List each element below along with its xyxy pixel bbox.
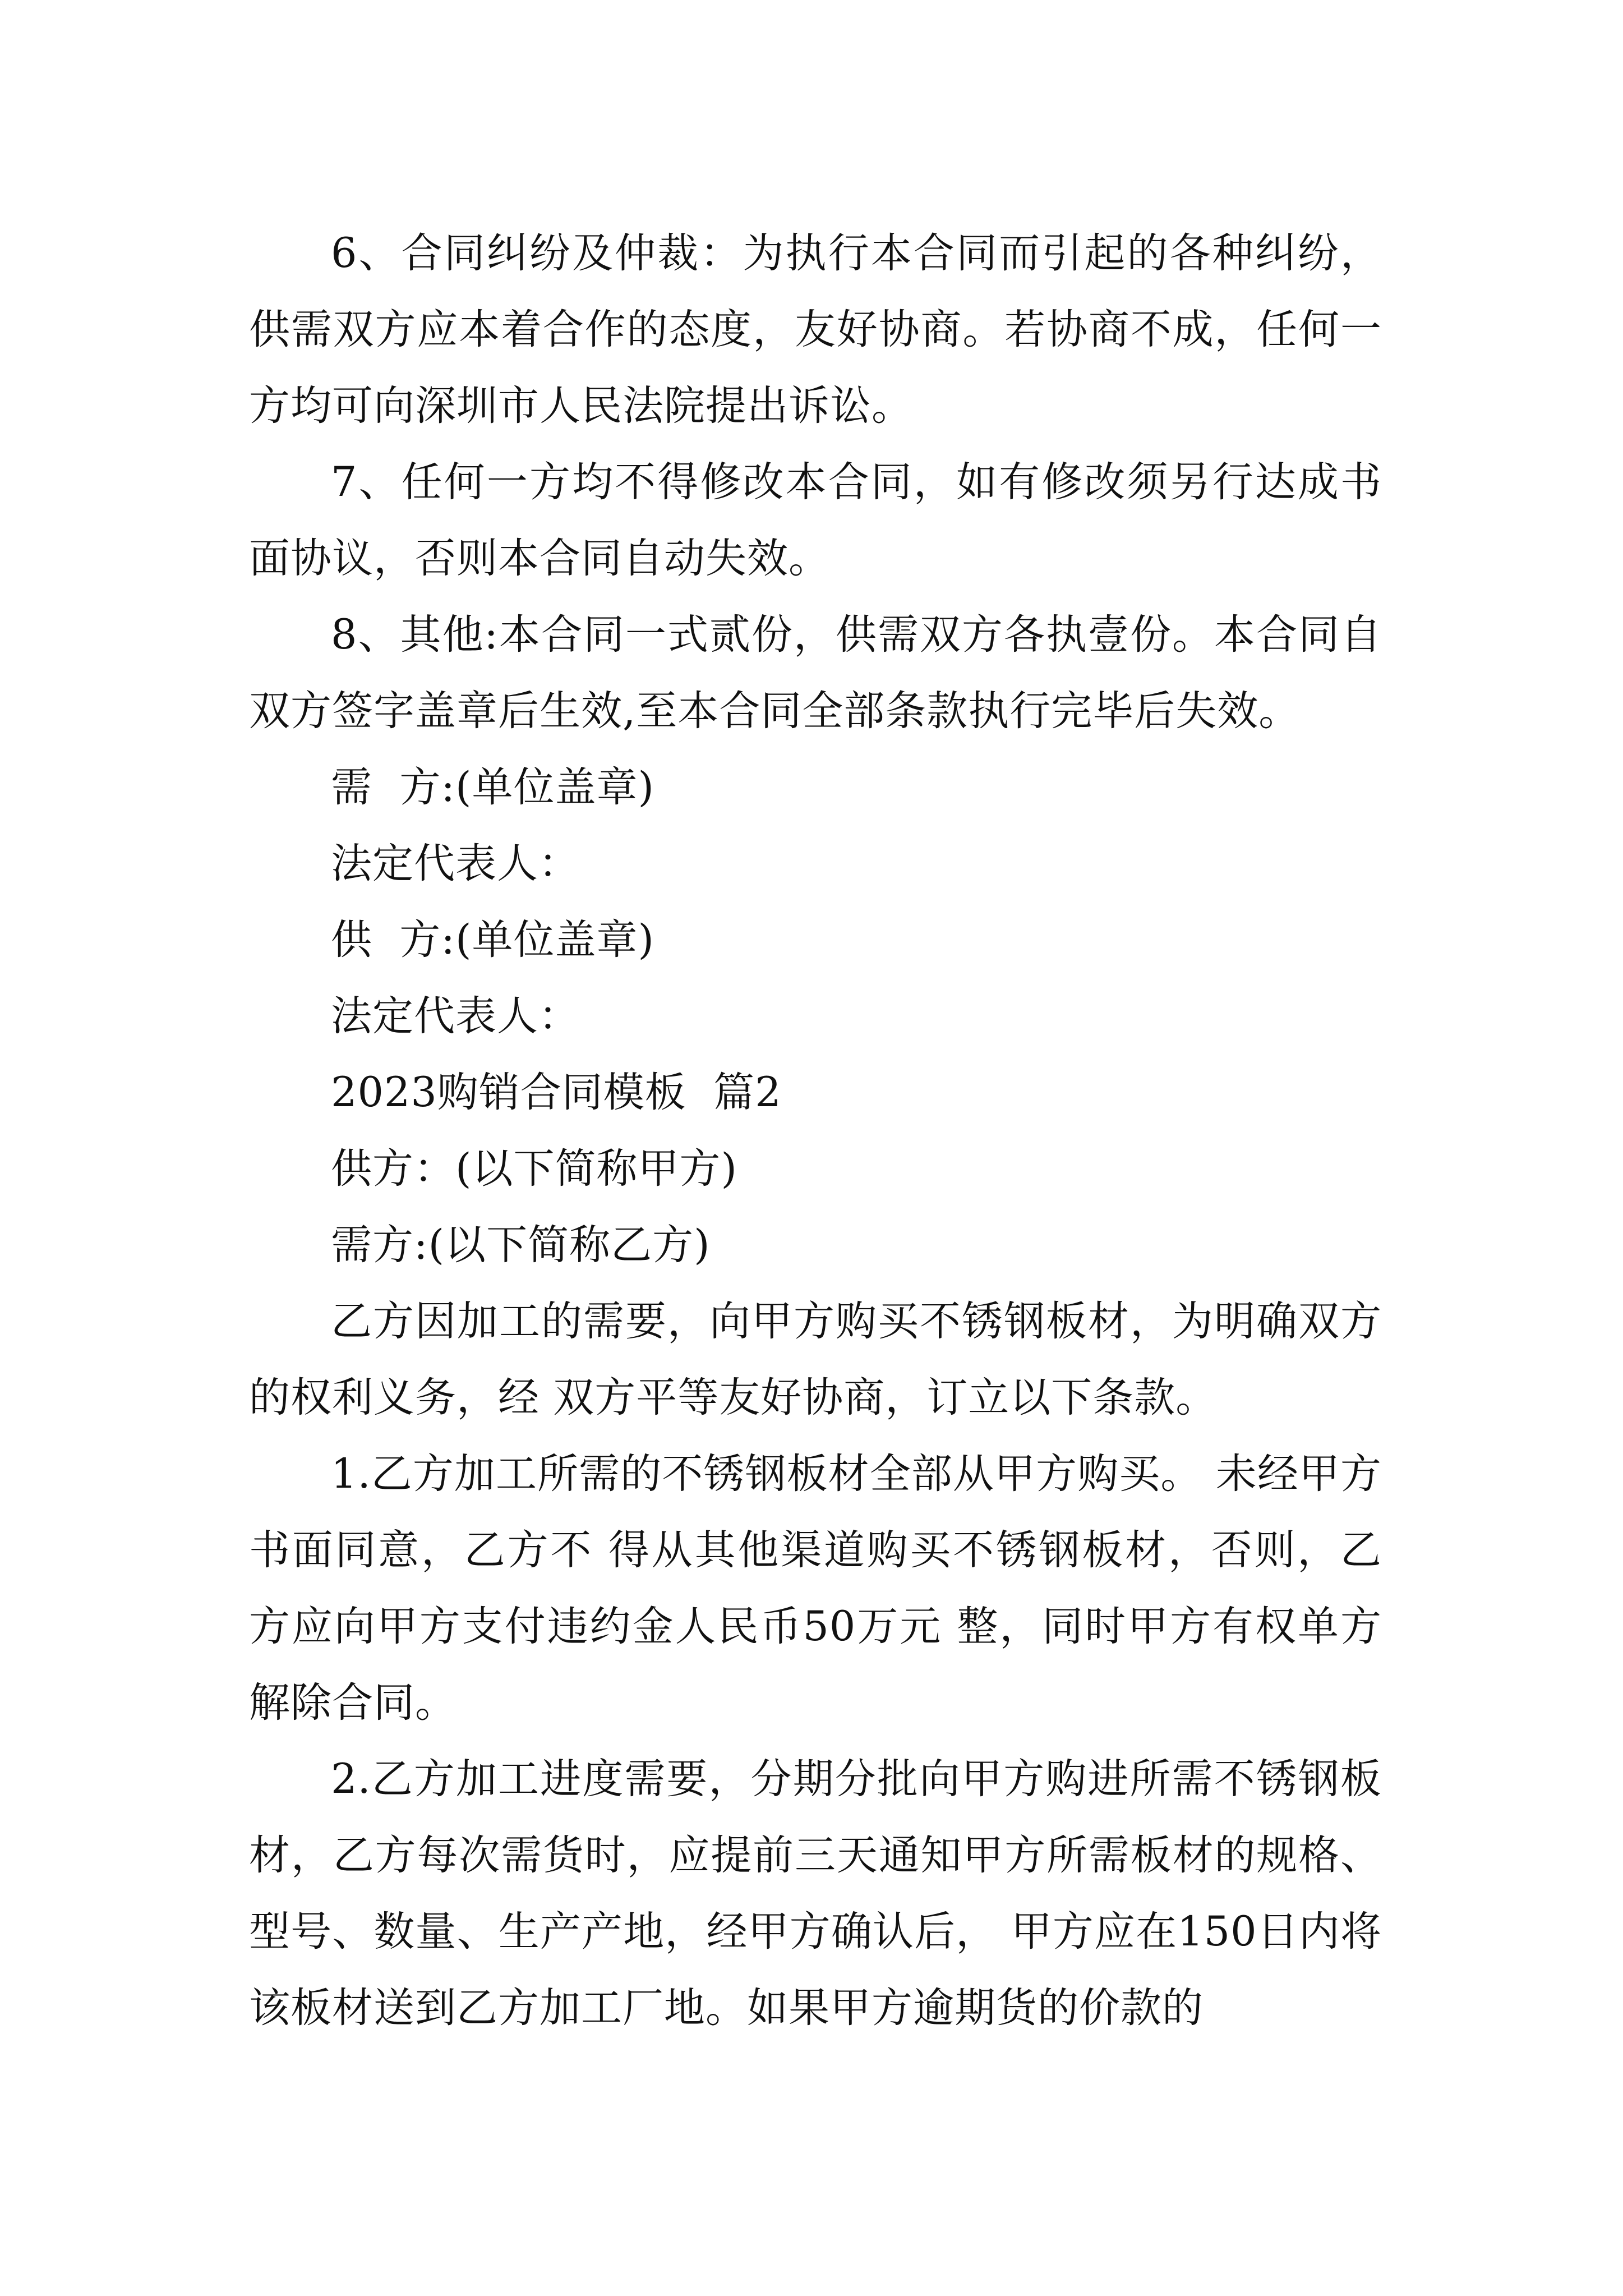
buyer-seal-line: 需 方:(单位盖章) bbox=[331, 763, 654, 811]
item-1: 1.乙方加工所需的不锈钢板材全部从甲方购买。 未经甲方书面同意，乙方不 得从其他渠道购买不锈钢板材，否则，乙方应向甲方支付违约金人民币50万元 整，同时甲方有权单方解除合同。 bbox=[249, 1450, 1382, 1727]
party-a-line: 供方：(以下简称甲方) bbox=[331, 1145, 737, 1193]
seller-seal-line: 供 方:(单位盖章) bbox=[331, 916, 654, 964]
item-2: 2.乙方加工进度需要，分期分批向甲方购进所需不锈钢板材，乙方每次需货时，应提前三天通知甲方所需板材的规格、型号、数量、生产产地，经甲方确认后， 甲方应在150日内将该板材送到乙方加工厂地。如果甲方逾期货的价款的 bbox=[249, 1755, 1382, 2032]
document-page bbox=[249, 215, 1382, 2046]
intro-paragraph: 乙方因加工的需要，向甲方购买不锈钢板材，为明确双方的权利义务，经 双方平等友好协商，订立以下条款。 bbox=[249, 1297, 1382, 1421]
section-title: 2023购销合同模板 篇2 bbox=[331, 1069, 782, 1116]
seller-representative-line: 法定代表人： bbox=[331, 992, 580, 1040]
clause-6: 6、合同纠纷及仲裁：为执行本合同而引起的各种纠纷，供需双方应本着合作的态度，友好协商。若协商不成，任何一方均可向深圳市人民法院提出诉讼。 bbox=[249, 229, 1382, 430]
clause-7: 7、任何一方均不得修改本合同，如有修改须另行达成书面协议，否则本合同自动失效。 bbox=[249, 458, 1382, 582]
party-b-line: 需方:(以下简称乙方) bbox=[331, 1221, 711, 1269]
clause-8: 8、其他:本合同一式贰份，供需双方各执壹份。本合同自双方签字盖章后生效,至本合同全部条款执行完毕后失效。 bbox=[249, 611, 1382, 735]
buyer-representative-line: 法定代表人： bbox=[331, 840, 580, 887]
